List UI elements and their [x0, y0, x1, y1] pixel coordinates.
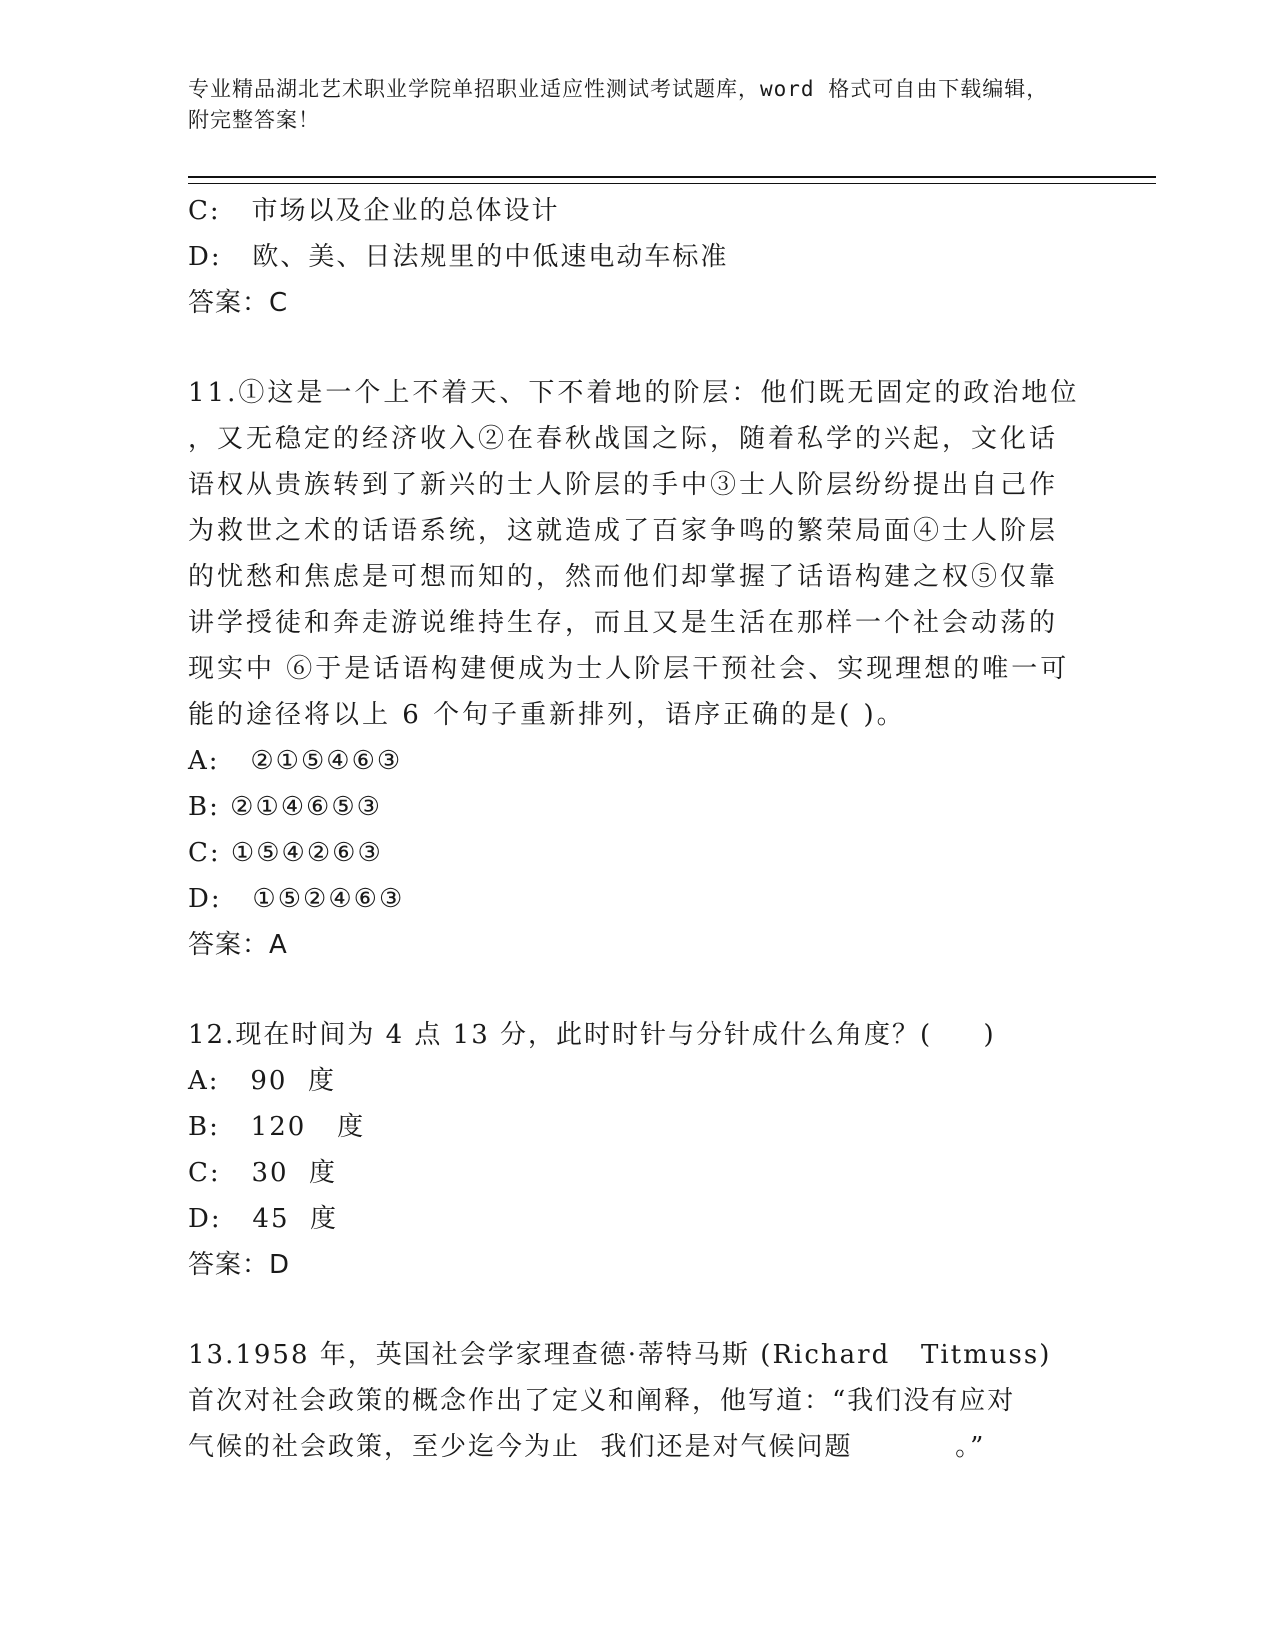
option-d: D: 欧、美、日法规里的中低速电动车标准 — [188, 242, 729, 272]
option-c: C: ①⑤④②⑥③ — [188, 838, 383, 868]
option-a: A: ②①⑤④⑥③ — [188, 746, 403, 776]
question-stem-line: 首次对社会政策的概念作出了定义和阐释，他写道：“我们没有应对 — [188, 1386, 1016, 1416]
header-rule-thick — [188, 176, 1156, 178]
answer-line: 答案：C — [188, 288, 289, 318]
option-c: C: 30 度 — [188, 1158, 338, 1188]
question-stem-line: ，又无稳定的经济收入②在春秋战国之际，随着私学的兴起，文化话 — [188, 424, 1059, 454]
question-stem-line: 语权从贵族转到了新兴的士人阶层的手中③士人阶层纷纷提出自己作 — [188, 470, 1059, 500]
question-12 — [188, 1012, 1088, 1288]
question-stem-line: 为救世之术的话语系统，这就造成了百家争鸣的繁荣局面④士人阶层 — [188, 516, 1059, 546]
option-b: B: ②①④⑥⑤③ — [188, 792, 382, 822]
question-stem-line: 13.1958 年，英国社会学家理查德·蒂特马斯 (Richard Titmuss) — [188, 1340, 1052, 1370]
question-stem-line: 现实中 ⑥于是话语构建便成为士人阶层干预社会、实现理想的唯一可 — [188, 654, 1070, 684]
option-d: D: 45 度 — [188, 1204, 339, 1234]
answer-line: 答案：A — [188, 930, 288, 960]
question-10-tail — [188, 188, 1088, 326]
document-body — [188, 188, 1088, 1470]
header-rule-thin — [188, 183, 1156, 184]
question-stem-line: 的忧愁和焦虑是可想而知的，然而他们却掌握了话语构建之权⑤仅靠 — [188, 562, 1059, 592]
option-a: A: 90 度 — [188, 1066, 336, 1096]
question-stem-line: 能的途径将以上 6 个句子重新排列，语序正确的是( )。 — [188, 700, 906, 730]
answer-line: 答案：D — [188, 1250, 291, 1280]
page-header: 专业精品湖北艺术职业学院单招职业适应性测试考试题库，word 格式可自由下载编辑，附完整答案！ — [188, 77, 1049, 132]
question-stem-line: 气候的社会政策，至少迄今为止 我们还是对气候问题 。” — [188, 1432, 986, 1462]
question-stem-line: 11.①这是一个上不着天、下不着地的阶层：他们既无固定的政治地位 — [188, 378, 1080, 408]
option-d: D: ①⑤②④⑥③ — [188, 884, 405, 914]
option-b: B: 120 度 — [188, 1112, 366, 1142]
question-stem: 12.现在时间为 4 点 13 分，此时时针与分针成什么角度？( ) — [188, 1020, 996, 1050]
question-stem-line: 讲学授徒和奔走游说维持生存，而且又是生活在那样一个社会动荡的 — [188, 608, 1059, 638]
question-11 — [188, 370, 1088, 968]
option-c: C: 市场以及企业的总体设计 — [188, 196, 560, 226]
question-13 — [188, 1332, 1088, 1470]
